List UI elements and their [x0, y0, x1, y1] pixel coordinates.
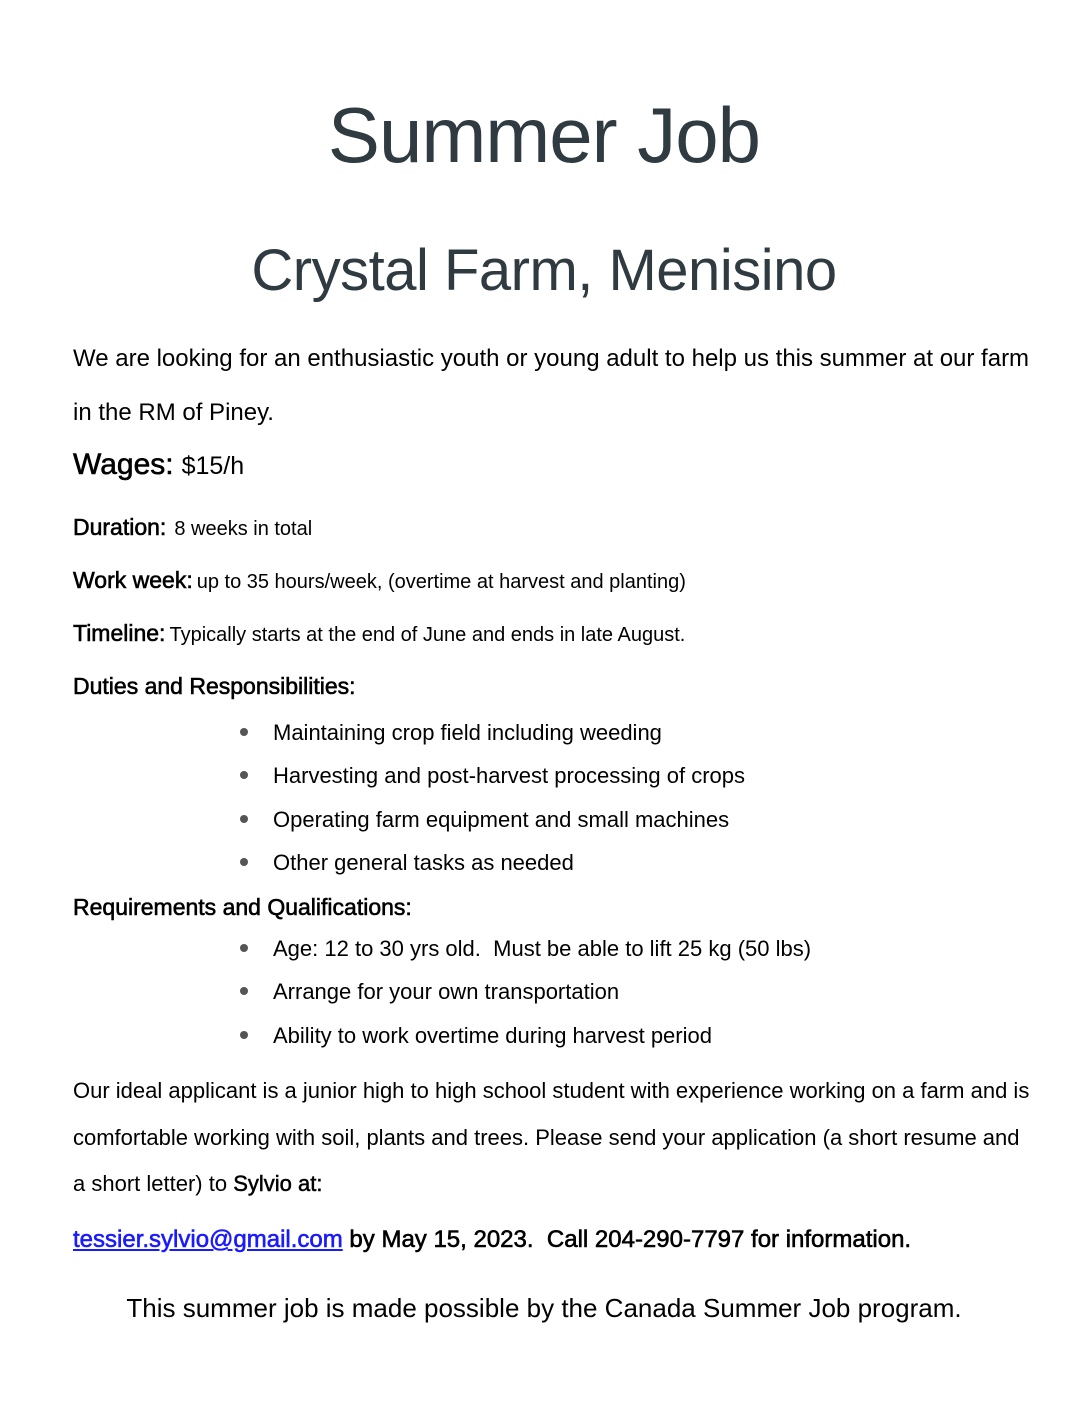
list-item-text: Other general tasks as needed: [273, 849, 574, 875]
contact-line: [73, 1226, 911, 1254]
closing-contact-name: Sylvio at:: [233, 1171, 323, 1196]
list-item-text: Age: 12 to 30 yrs old. Must be able to lift 25 kg (50 lbs): [273, 936, 812, 961]
bullet-icon: [240, 771, 248, 779]
work-week-row: [73, 567, 686, 594]
work-week-label: Work week:: [73, 567, 193, 593]
closing-paragraph: [73, 1068, 1033, 1208]
requirements-list: [0, 936, 811, 1066]
duration-value: 8 weeks in total: [174, 518, 313, 540]
list-item: [0, 936, 811, 979]
list-item-text: Harvesting and post-harvest processing of crops: [273, 763, 746, 789]
list-item-text: Operating farm equipment and small machines: [273, 806, 730, 832]
closing-text: Our ideal applicant is a junior high to high school student with experience working on a farm and is comfortable working with soil, plants and trees. Please send your application (a short resume and a short letter) to: [73, 1078, 1030, 1196]
list-item: [0, 1023, 811, 1066]
duration-row: [73, 514, 312, 541]
bullet-icon: [240, 944, 248, 952]
duties-heading: Duties and Responsibilities:: [73, 673, 356, 699]
bullet-icon: [240, 1031, 248, 1039]
work-week-value: up to 35 hours/week, (overtime at harvest and planting): [196, 571, 686, 593]
page-title: Summer Job: [327, 91, 761, 179]
list-item: [0, 979, 811, 1022]
bullet-icon: [240, 815, 248, 823]
footer-note: This summer job is made possible by the Canada Summer Job program.: [126, 1293, 962, 1323]
duration-label: Duration:: [73, 514, 167, 540]
list-item: [0, 763, 745, 806]
intro-paragraph: We are looking for an enthusiastic youth or young adult to help us this summer at our farm in the RM of Piney.: [73, 345, 1030, 426]
timeline-label: Timeline:: [73, 620, 166, 646]
bullet-icon: [240, 987, 248, 995]
contact-deadline-text: by May 15, 2023. Call 204-290-7797 for information.: [342, 1226, 912, 1253]
list-item: [0, 850, 745, 893]
timeline-value: Typically starts at the end of June and ends in late August.: [169, 624, 686, 646]
list-item: [0, 807, 745, 850]
timeline-row: [73, 620, 685, 647]
requirements-heading: Requirements and Qualifications:: [73, 894, 412, 920]
wages-value: $15/h: [181, 452, 245, 480]
wages-row: [73, 448, 244, 482]
bullet-icon: [240, 858, 248, 866]
list-item-text: Arrange for your own transportation: [273, 979, 620, 1005]
list-item: [0, 720, 745, 763]
wages-label: Wages:: [73, 448, 174, 481]
list-item-text: Ability to work overtime during harvest period: [273, 1022, 712, 1048]
page-subtitle: Crystal Farm, Menisino: [251, 238, 837, 303]
list-item-text: Maintaining crop field including weeding: [273, 720, 662, 745]
duties-list: [0, 720, 745, 893]
bullet-icon: [240, 728, 248, 736]
email-link[interactable]: tessier.sylvio@gmail.com: [73, 1226, 343, 1253]
